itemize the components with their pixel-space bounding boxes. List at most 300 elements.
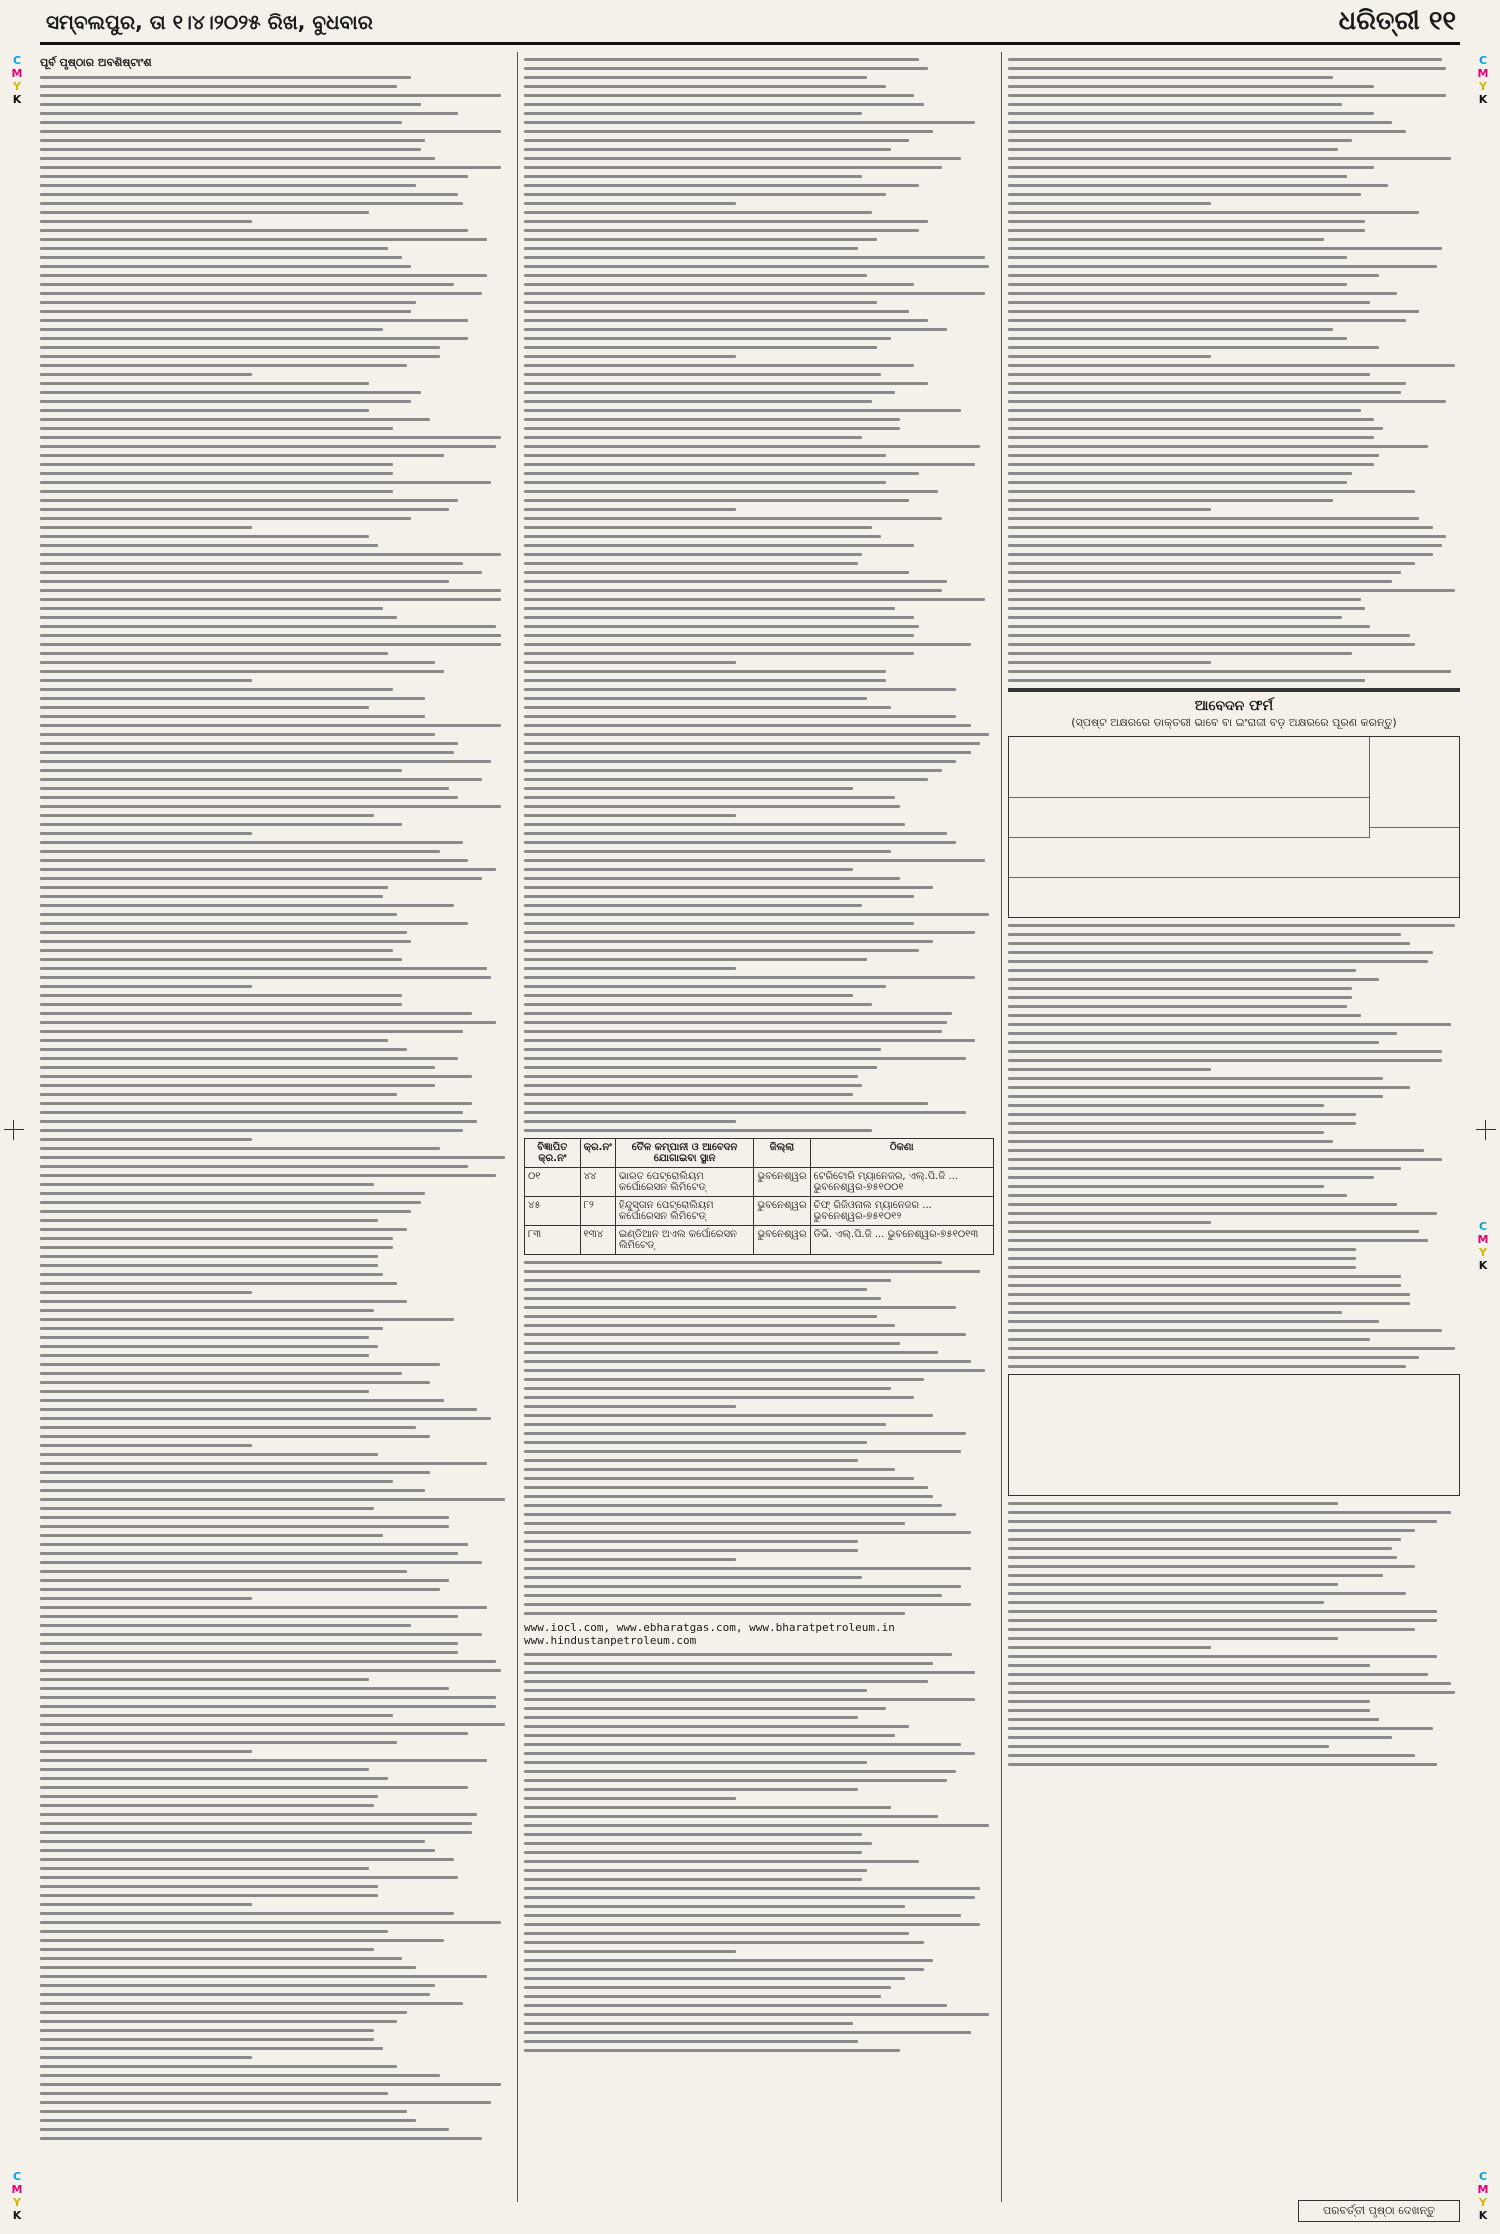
text-line	[524, 1495, 933, 1498]
text-line	[524, 976, 975, 979]
table-header: ତୈଳ କମ୍ପାନୀ ଓ ଆବେଦନ ଯୋଗାଇବା ସ୍ଥାନ	[615, 1139, 754, 1168]
text-line	[524, 2049, 900, 2052]
text-line	[1008, 58, 1442, 61]
text-line	[1008, 1095, 1383, 1098]
text-line	[40, 1390, 369, 1393]
text-line	[1008, 634, 1410, 637]
text-line	[40, 940, 411, 943]
text-line	[40, 1930, 388, 1933]
column-3	[1008, 52, 1460, 2202]
text-line	[524, 1716, 858, 1719]
text-line	[1008, 1131, 1324, 1134]
table-cell: ହିନ୍ଦୁସ୍ତାନ ପେଟ୍ରୋଲିୟମ କର୍ପୋରେସନ ଲିମିଟେଡ୍	[615, 1197, 754, 1226]
text-line	[1008, 229, 1365, 232]
text-line	[40, 1255, 378, 1258]
text-line	[1008, 1682, 1451, 1685]
text-line	[40, 1318, 454, 1321]
text-line	[40, 103, 421, 106]
text-line	[40, 463, 393, 466]
text-line	[40, 1570, 407, 1573]
text-line	[524, 1030, 942, 1033]
text-line	[40, 652, 388, 655]
text-line	[1008, 265, 1437, 268]
text-line	[40, 1345, 378, 1348]
text-line	[40, 1057, 458, 1060]
table-row	[525, 1226, 994, 1255]
text-line	[524, 373, 881, 376]
text-line	[1008, 1637, 1338, 1640]
text-line	[524, 715, 956, 718]
text-line	[40, 571, 482, 574]
text-line	[524, 211, 872, 214]
text-line	[40, 949, 393, 952]
text-line	[524, 1743, 961, 1746]
text-line	[40, 1516, 449, 1519]
text-line	[524, 1057, 966, 1060]
text-line	[40, 805, 501, 808]
table-cell: ଟେରିଟୋରି ମ୍ୟାନେଜର, ଏଲ୍.ପି.ଜି ... ଭୁବନେଶ୍ୱର-୭୫୧୦୦୧	[810, 1168, 993, 1197]
text-line	[1008, 1511, 1451, 1514]
text-line	[40, 328, 383, 331]
text-line	[524, 193, 886, 196]
registration-mark-bottom-left: C M Y K	[11, 2170, 23, 2222]
text-line	[40, 1444, 252, 1447]
text-line	[524, 1905, 905, 1908]
text-line	[40, 247, 388, 250]
text-line	[524, 427, 900, 430]
text-line	[1008, 1248, 1356, 1251]
text-line	[40, 832, 252, 835]
text-line	[524, 94, 914, 97]
text-line	[524, 958, 867, 961]
text-line	[524, 1048, 881, 1051]
text-line	[40, 1354, 369, 1357]
text-line	[524, 1351, 938, 1354]
text-line	[40, 1282, 397, 1285]
text-line	[40, 94, 501, 97]
text-line	[524, 1806, 891, 1809]
text-line	[40, 886, 388, 889]
text-line	[524, 319, 928, 322]
text-line	[40, 1174, 496, 1177]
text-line	[40, 1912, 454, 1915]
text-line	[40, 2029, 374, 2032]
text-line	[524, 1270, 980, 1273]
text-line	[1008, 76, 1333, 79]
text-line	[40, 1957, 402, 1960]
text-line	[40, 697, 425, 700]
text-line	[1008, 1113, 1356, 1116]
text-line	[1008, 1329, 1442, 1332]
body-text	[1008, 1502, 1460, 1766]
text-line	[524, 1594, 942, 1597]
vacancy-table	[524, 1138, 994, 1255]
text-line	[40, 1642, 458, 1645]
text-line	[40, 229, 468, 232]
text-line	[524, 1432, 966, 1435]
text-line	[524, 751, 971, 754]
text-line	[1008, 1311, 1342, 1314]
text-line	[524, 265, 989, 268]
text-line	[1008, 1221, 1211, 1224]
text-line	[524, 1698, 975, 1701]
text-line	[40, 1111, 463, 1114]
text-line	[1008, 355, 1211, 358]
text-line	[1008, 445, 1428, 448]
text-line	[1008, 175, 1347, 178]
text-line	[524, 1842, 872, 1845]
form-field	[1009, 797, 1370, 838]
text-line	[524, 1003, 872, 1006]
text-line	[1008, 643, 1415, 646]
text-line	[1008, 337, 1347, 340]
text-line	[524, 436, 862, 439]
text-line	[40, 1408, 477, 1411]
text-line	[40, 544, 378, 547]
text-line	[40, 1975, 487, 1978]
text-line	[524, 904, 862, 907]
text-line	[524, 742, 980, 745]
text-line	[524, 1441, 867, 1444]
text-line	[40, 841, 463, 844]
text-line	[40, 1183, 374, 1186]
text-line	[524, 283, 914, 286]
text-line	[524, 1522, 905, 1525]
table-cell: ଡିଭି. ଏଲ୍.ପି.ଜି ... ଭୁବନେଶ୍ୱର-୭୫୧୦୧୩	[810, 1226, 993, 1255]
text-line	[524, 823, 905, 826]
text-line	[40, 796, 458, 799]
text-line	[524, 985, 886, 988]
text-line	[40, 1435, 430, 1438]
column-1	[40, 52, 510, 2202]
text-line	[524, 1986, 891, 1989]
text-line	[1008, 1709, 1370, 1712]
crosshair-mark-right	[1476, 1120, 1496, 1140]
text-line	[524, 589, 942, 592]
table-cell: ୧୩୪	[580, 1226, 615, 1255]
text-line	[40, 1066, 435, 1069]
text-line	[524, 1603, 971, 1606]
text-line	[1008, 1050, 1442, 1053]
text-line	[40, 373, 252, 376]
text-line	[40, 1480, 393, 1483]
text-line	[40, 562, 463, 565]
text-line	[40, 2137, 482, 2140]
text-line	[40, 1615, 458, 1618]
text-line	[40, 607, 383, 610]
text-line	[40, 418, 430, 421]
text-line	[1008, 157, 1451, 160]
text-line	[524, 1120, 736, 1123]
text-line	[524, 1297, 881, 1300]
text-line	[524, 157, 961, 160]
text-line	[524, 58, 919, 61]
text-line	[1008, 1610, 1437, 1613]
text-line	[1008, 310, 1419, 313]
newspaper-page	[40, 8, 1460, 2222]
text-line	[1008, 1574, 1383, 1577]
text-line	[524, 1585, 961, 1588]
text-line	[524, 508, 736, 511]
text-line	[524, 724, 971, 727]
table-cell: ଚିଫ୍ ରିଜିଓନାଲ ମ୍ୟାନେଜର ... ଭୁବନେଶ୍ୱର-୭୫୧୦୧୨	[810, 1197, 993, 1226]
table-cell: ୦୧	[525, 1168, 581, 1197]
text-line	[40, 1363, 440, 1366]
text-line	[1008, 1745, 1329, 1748]
text-line	[40, 2002, 463, 2005]
text-line	[524, 940, 933, 943]
text-line	[1008, 942, 1410, 945]
text-line	[524, 1770, 956, 1773]
text-line	[524, 634, 914, 637]
text-line	[524, 1923, 980, 1926]
text-line	[40, 1543, 468, 1546]
text-line	[1008, 553, 1433, 556]
text-line	[524, 1075, 858, 1078]
text-line	[40, 1498, 505, 1501]
text-line	[524, 202, 736, 205]
text-line	[524, 2004, 947, 2007]
text-line	[40, 679, 252, 682]
text-line	[1008, 1601, 1324, 1604]
text-line	[1008, 292, 1397, 295]
text-line	[524, 1513, 956, 1516]
table-cell: ୮୨	[580, 1197, 615, 1226]
text-line	[40, 355, 440, 358]
text-line	[1008, 319, 1406, 322]
text-line	[524, 931, 975, 934]
text-line	[40, 715, 425, 718]
text-line	[40, 1660, 496, 1663]
text-line	[40, 1669, 501, 1672]
text-line	[40, 1507, 374, 1510]
text-line	[524, 301, 877, 304]
text-line	[1008, 1167, 1401, 1170]
text-line	[1008, 463, 1374, 466]
text-line	[40, 1822, 472, 1825]
text-line	[524, 787, 853, 790]
dateline: ସମ୍ବଲପୁର, ତା ୧।୪।୨୦୨୫ ରିଖ, ବୁଧବାର	[46, 10, 373, 34]
text-line	[40, 634, 501, 637]
text-line	[1008, 481, 1347, 484]
divider	[1008, 688, 1460, 692]
text-line	[40, 121, 402, 124]
text-line	[524, 1111, 966, 1114]
registration-mark-top-right: C M Y K	[1477, 54, 1489, 106]
text-line	[524, 85, 886, 88]
text-line	[40, 526, 252, 529]
text-line	[40, 1732, 468, 1735]
text-line	[1008, 1266, 1356, 1269]
text-line	[40, 454, 444, 457]
text-line	[524, 1950, 736, 1953]
text-line	[40, 1723, 505, 1726]
text-line	[524, 1653, 952, 1656]
text-line	[524, 1288, 867, 1291]
text-line	[40, 1489, 425, 1492]
text-line	[40, 967, 487, 970]
table-cell: ଇଣ୍ଡିଆନ ଅଏଲ କର୍ପୋରେସନ ଲିମିଟେଡ୍	[615, 1226, 754, 1255]
text-line	[40, 1804, 374, 1807]
text-line	[40, 220, 252, 223]
text-line	[524, 274, 867, 277]
text-line	[524, 535, 881, 538]
text-line	[1008, 517, 1419, 520]
text-line	[40, 517, 411, 520]
text-line	[40, 112, 458, 115]
text-line	[40, 1246, 393, 1249]
text-line	[524, 1797, 736, 1800]
text-line	[524, 688, 956, 691]
text-line	[1008, 571, 1401, 574]
table-cell: ୪୪	[580, 1168, 615, 1197]
text-line	[524, 247, 858, 250]
text-line	[1008, 580, 1392, 583]
form-field	[1009, 737, 1370, 798]
text-line	[40, 157, 435, 160]
text-line	[524, 1102, 928, 1105]
text-line	[524, 1261, 942, 1264]
text-line	[40, 1561, 482, 1564]
text-line	[1008, 1365, 1406, 1368]
text-line	[40, 283, 454, 286]
text-line	[40, 274, 487, 277]
text-line	[524, 1725, 909, 1728]
text-line	[40, 2011, 407, 2014]
text-line	[524, 1405, 736, 1408]
text-line	[40, 1201, 421, 1204]
text-line	[524, 616, 914, 619]
text-line	[524, 1761, 867, 1764]
text-line	[524, 1815, 938, 1818]
text-line	[1008, 625, 1370, 628]
text-line	[40, 688, 393, 691]
text-line	[40, 193, 458, 196]
text-line	[1008, 1068, 1211, 1071]
text-line	[1008, 1556, 1397, 1559]
text-line	[40, 814, 374, 817]
text-line	[40, 1696, 496, 1699]
text-line	[1008, 1565, 1415, 1568]
text-line	[524, 1959, 933, 1962]
text-line	[40, 1165, 468, 1168]
text-line	[40, 1291, 252, 1294]
text-line	[40, 1273, 383, 1276]
text-line	[40, 1840, 425, 1843]
text-line	[524, 913, 989, 916]
text-line	[40, 436, 501, 439]
text-line	[524, 2031, 971, 2034]
body-text	[40, 76, 510, 2140]
text-line	[524, 796, 895, 799]
text-line	[524, 805, 900, 808]
text-line	[1008, 1086, 1410, 1089]
text-line	[40, 1012, 472, 1015]
text-line	[40, 238, 487, 241]
table-cell: ଭାରତ ପେଟ୍ରୋଲିୟମ କର୍ପୋରେସନ ଲିମିଟେଡ୍	[615, 1168, 754, 1197]
text-line	[524, 1707, 886, 1710]
text-line	[524, 292, 985, 295]
text-line	[40, 976, 491, 979]
text-line	[40, 1831, 472, 1834]
text-line	[524, 1680, 928, 1683]
text-line	[40, 1894, 378, 1897]
text-line	[524, 418, 900, 421]
text-line	[40, 733, 435, 736]
text-line	[524, 1414, 933, 1417]
text-line	[40, 76, 411, 79]
text-line	[1008, 121, 1392, 124]
text-line	[40, 1264, 378, 1267]
text-line	[40, 346, 440, 349]
text-line	[524, 346, 877, 349]
text-line	[524, 1396, 914, 1399]
text-line	[1008, 661, 1211, 664]
text-line	[524, 607, 895, 610]
text-line	[524, 517, 942, 520]
text-line	[524, 580, 947, 583]
text-line	[40, 1786, 468, 1789]
text-line	[1008, 373, 1370, 376]
text-line	[40, 1525, 449, 1528]
text-line	[40, 256, 402, 259]
text-line	[524, 409, 961, 412]
text-line	[524, 1333, 966, 1336]
text-line	[1008, 166, 1374, 169]
text-line	[524, 1932, 909, 1935]
text-line	[1008, 1203, 1397, 1206]
text-line	[40, 1624, 411, 1627]
text-line	[40, 499, 458, 502]
text-line	[40, 400, 411, 403]
text-line	[40, 184, 416, 187]
text-line	[524, 625, 919, 628]
text-line	[1008, 409, 1361, 412]
text-line	[40, 490, 393, 493]
text-line	[1008, 202, 1211, 205]
text-line	[40, 1192, 425, 1195]
text-line	[1008, 526, 1433, 529]
text-line	[1008, 951, 1433, 954]
table-row	[525, 1168, 994, 1197]
text-line	[1008, 1691, 1455, 1694]
text-line	[40, 850, 440, 853]
text-line	[40, 670, 444, 673]
text-line	[40, 265, 411, 268]
text-line	[40, 2047, 383, 2050]
text-line	[40, 877, 482, 880]
table-header: କ୍ର.ନଂ	[580, 1139, 615, 1168]
text-line	[40, 1048, 407, 1051]
text-line	[524, 1788, 858, 1791]
text-line	[524, 1450, 961, 1453]
text-line	[524, 553, 862, 556]
text-line	[524, 886, 933, 889]
text-line	[40, 895, 383, 898]
text-line	[524, 544, 914, 547]
text-line	[40, 1300, 407, 1303]
text-line	[40, 778, 482, 781]
text-line	[1008, 987, 1352, 990]
text-line	[40, 661, 435, 664]
text-line	[40, 2056, 252, 2059]
declaration-table	[1008, 1374, 1460, 1496]
text-line	[524, 481, 886, 484]
text-line	[524, 1084, 862, 1087]
text-line	[524, 1342, 900, 1345]
text-line	[40, 211, 369, 214]
text-line	[40, 1138, 252, 1141]
